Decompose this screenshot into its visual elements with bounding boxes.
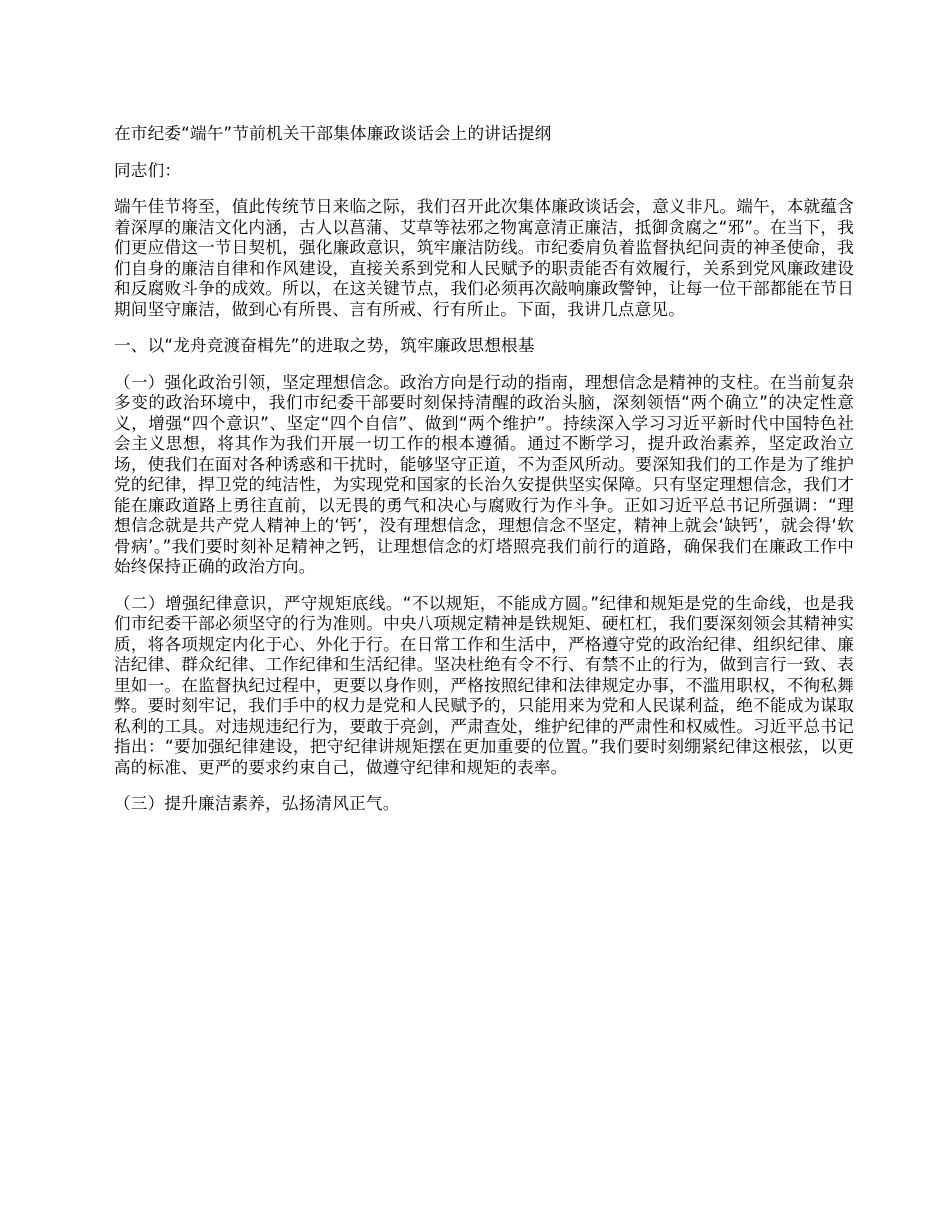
subsection-1-paragraph: （一）强化政治引领，坚定理想信念。政治方向是行动的指南，理想信念是精神的支柱。在当前复杂多变的政治环境中，我们市纪委干部要时刻保持清醒的政治头脑，深刻领悟“两个确立”的决定性意义，增强“四个意识”、坚定“四个自信”、做到“两个维护”。持续深入学习习近平新时代中国特色社会主义思想，将其作为我们开展一切工作的根本遵循。通过不断学习，提升政治素养，坚定政治立场，使我们在面对各种诱惑和干扰时，能够坚守正道，不为歪风所动。要深知我们的工作是为了维护党的纪律，捍卫党的纯洁性，为实现党和国家的长治久安提供坚实保障。只有坚定理想信念，我们才能在廉政道路上勇往直前，以无畏的勇气和决心与腐败行为作斗争。正如习近平总书记所强调：“理想信念就是共产党人精神上的‘钙’，没有理想信念，理想信念不坚定，精神上就会‘缺钙’，就会得‘软骨病’。”我们要时刻补足精神之钙，让理想信念的灯塔照亮我们前行的道路，确保我们在廉政工作中始终保持正确的政治方向。 (114, 372, 854, 576)
greeting: 同志们： (114, 160, 182, 180)
document-title: 在市纪委“端午”节前机关干部集体廉政谈话会上的讲话提纲 (114, 124, 552, 143)
subsection-3-heading: （三）提升廉洁素养，弘扬清风正气。 (114, 794, 400, 813)
subsection-2-paragraph: （二）增强纪律意识，严守规矩底线。“不以规矩，不能成方圆。”纪律和规矩是党的生命线，也是我们市纪委干部必须坚守的行为准则。中央八项规定精神是铁规矩、硬杠杠，我们要深刻领会其精神实质，将各项规定内化于心、外化于行。在日常工作和生活中，严格遵守党的政治纪律、组织纪律、廉洁纪律、群众纪律、工作纪律和生活纪律。坚决杜绝有令不行、有禁不止的行为，做到言行一致、表里如一。在监督执纪过程中，更要以身作则，严格按照纪律和法律规定办事，不滥用职权，不徇私舞弊。要时刻牢记，我们手中的权力是党和人民赋予的，只能用来为党和人民谋利益，绝不能成为谋取私利的工具。对违规违纪行为，要敢于亮剑，严肃查处，维护纪律的严肃性和权威性。习近平总书记指出：“要加强纪律建设，把守纪律讲规矩摆在更加重要的位置。”我们要时刻绷紧纪律这根弦，以更高的标准、更严的要求约束自己，做遵守纪律和规矩的表率。 (114, 593, 854, 777)
section-heading-1: 一、以“龙舟竞渡奋楫先”的进取之势，筑牢廉政思想根基 (114, 336, 535, 355)
document-body (114, 124, 854, 815)
intro-paragraph: 端午佳节将至，值此传统节日来临之际，我们召开此次集体廉政谈话会，意义非凡。端午，本就蕴含着深厚的廉洁文化内涵，古人以菖蒲、艾草等祛邪之物寓意清正廉洁，抵御贪腐之“邪”。在当下，我们更应借这一节日契机，强化廉政意识，筑牢廉洁防线。市纪委肩负着监督执纪问责的神圣使命，我们自身的廉洁自律和作风建设，直接关系到党和人民赋予的职责能否有效履行，关系到党风廉政建设和反腐败斗争的成效。所以，在这关键节点，我们必须再次敲响廉政警钟，让每一位干部都能在节日期间坚守廉洁，做到心有所畏、言有所戒、行有所止。下面，我讲几点意见。 (114, 197, 854, 319)
